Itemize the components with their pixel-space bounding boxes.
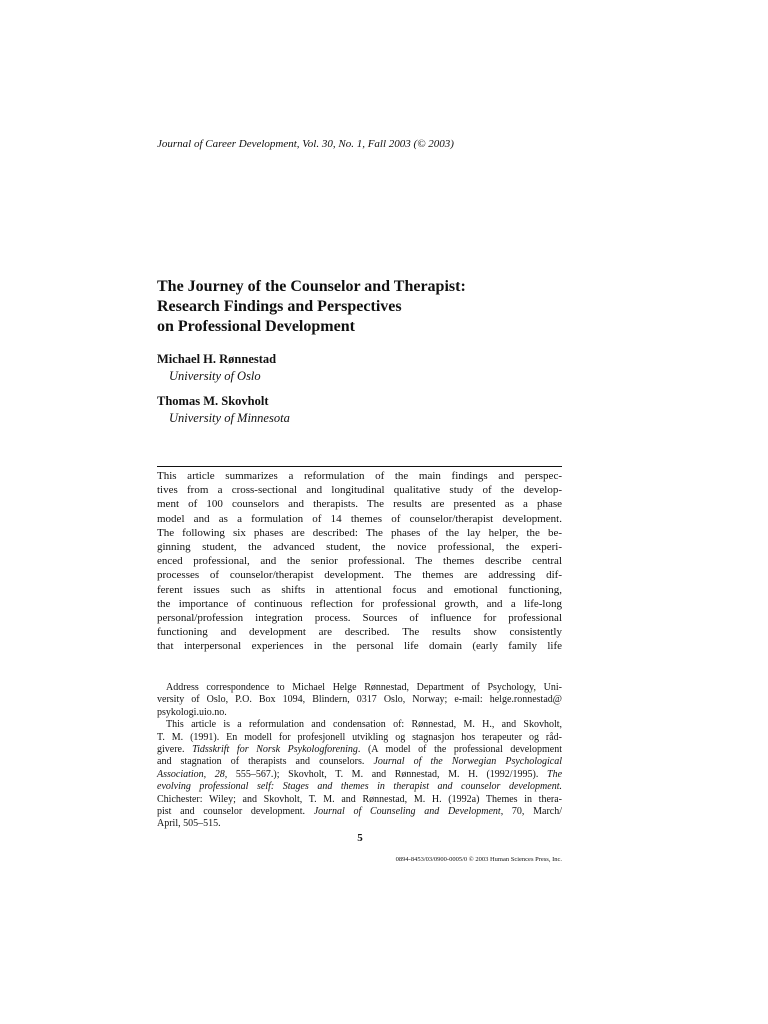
- footnote-line: [157, 756, 562, 768]
- footnote-citation-title: The: [547, 768, 563, 780]
- footnote-citation-title: Journal of the Norwegian Psychological: [373, 756, 563, 768]
- title-line: Research Findings and Perspectives: [157, 298, 402, 315]
- footnote-line: T. M. (1991). En modell for profesjonell utvikling og stagnasjon hos terapeuter og råd-: [157, 731, 562, 743]
- abstract-line: functioning and development are described. The results show consistently: [157, 626, 562, 639]
- footnote-text: , 70, March/: [500, 806, 562, 818]
- abstract-line: The following six phases are described: The phases of the lay helper, the be-: [157, 526, 562, 539]
- footnote-text: and stagnation of therapists and counselors.: [157, 756, 374, 768]
- author-affiliation: University of Oslo: [169, 369, 261, 383]
- author-affiliation: University of Minnesota: [169, 411, 290, 425]
- abstract-line: that interpersonal experiences in the personal life domain (early family life: [157, 640, 562, 653]
- footnote-line: Address correspondence to Michael Helge Rønnestad, Department of Psychology, Uni-: [166, 682, 562, 693]
- footnote-line: [157, 806, 562, 818]
- author-block: [157, 393, 290, 427]
- abstract-divider: [157, 466, 562, 467]
- author-name: Thomas M. Skovholt: [157, 394, 269, 408]
- abstract-line: model and as a formulation of 14 themes of counselor/therapist development.: [157, 512, 562, 525]
- footnote-line: [157, 744, 562, 756]
- footnote-line: psykologi.uio.no.: [157, 706, 227, 718]
- footnotes: [157, 682, 562, 831]
- running-head: Journal of Career Development, Vol. 30, No. 1, Fall 2003 (© 2003): [157, 138, 454, 150]
- page-number: 5: [357, 832, 363, 844]
- footnote-line: April, 505–515.: [157, 818, 221, 830]
- footnote-citation-title: Association, 28,: [157, 768, 228, 780]
- footnote-citation-title: Tidsskrift for Norsk Psykologforening: [192, 744, 358, 756]
- article-title: [157, 277, 577, 337]
- author-block: [157, 351, 276, 385]
- abstract-line: the importance of continuous reflection for professional growth, and a life-long: [157, 597, 562, 610]
- copyright-line: 0894-8453/03/0900-0005/0 © 2003 Human Sciences Press, Inc.: [395, 856, 562, 863]
- footnote-line: [157, 781, 562, 793]
- abstract: [157, 469, 562, 654]
- footnote-line: Chichester: Wiley; and Skovholt, T. M. and Rønnestad, M. H. (1992a) Themes in thera-: [157, 793, 562, 805]
- footnote-text: pist and counselor development.: [157, 806, 314, 818]
- abstract-line: This article summarizes a reformulation of the main findings and perspec-: [157, 470, 562, 482]
- footnote-citation-title: evolving professional self: Stages and themes in therapist and counselor development.: [157, 781, 562, 793]
- footnote-text: . (A model of the professional development: [357, 744, 563, 756]
- footnote-text: givere.: [157, 744, 193, 756]
- abstract-line: processes of counselor/therapist development. The themes are addressing dif-: [157, 569, 562, 582]
- footnote-text: 555–567.); Skovholt, T. M. and Rønnestad, M. H. (1992/1995).: [227, 768, 548, 780]
- abstract-line: tives from a cross-sectional and longitudinal qualitative study of the develop-: [157, 484, 562, 497]
- footnote-line: This article is a reformulation and condensation of: Rønnestad, M. H., and Skovholt,: [166, 719, 562, 731]
- footnote-citation-title: Journal of Counseling and Development: [313, 806, 501, 818]
- abstract-line: ginning student, the advanced student, the novice professional, the experi-: [157, 541, 562, 554]
- abstract-line: ment of 100 counselors and therapists. The results are presented as a phase: [157, 498, 562, 511]
- abstract-line: enced professional, and the senior professional. The themes describe central: [157, 555, 562, 568]
- abstract-line: personal/profession integration process. Sources of influence for professional: [157, 612, 562, 625]
- title-line: on Professional Development: [157, 318, 355, 335]
- footnote-line: [157, 769, 562, 781]
- footnote-line: versity of Oslo, P.O. Box 1094, Blindern, 0317 Oslo, Norway; e-mail: helge.ronnestad@: [157, 694, 562, 706]
- title-line: The Journey of the Counselor and Therapist:: [157, 278, 466, 295]
- author-name: Michael H. Rønnestad: [157, 352, 277, 366]
- abstract-line: ferent issues such as shifts in attentional focus and emotional functioning,: [157, 583, 562, 596]
